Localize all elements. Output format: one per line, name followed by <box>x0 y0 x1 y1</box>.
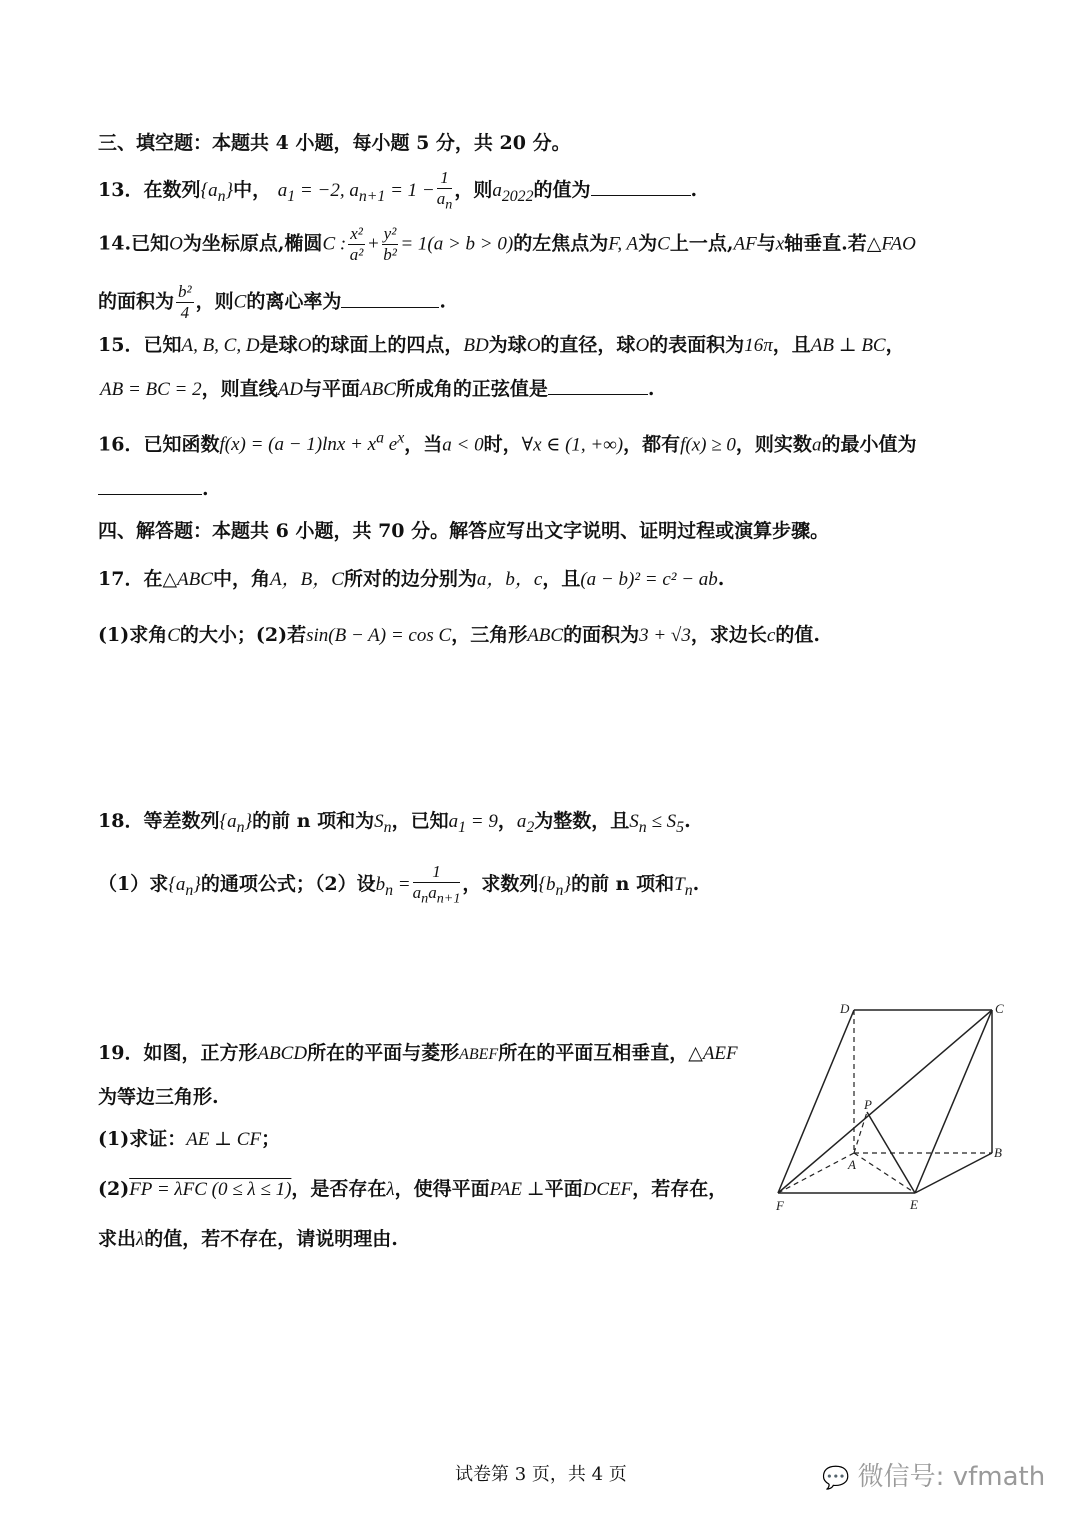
q19-l4-text-4: 平面 <box>544 1178 583 1200</box>
question-19-line-4 <box>98 1176 727 1203</box>
q19-PAE: PAE ⊥ <box>489 1179 545 1200</box>
q15-text-3: 的球面上的四点， <box>311 334 464 356</box>
q15-O1: O <box>297 335 312 356</box>
q18-text-2: 的前 n 项和为 <box>252 810 375 832</box>
q13-answer-blank[interactable] <box>591 177 691 196</box>
q18-number: 18． <box>98 810 144 832</box>
q17-l2-text-5: ，求边长 <box>690 624 767 646</box>
q17-l2-text-6: 的值. <box>775 624 820 646</box>
q18-text-4: ， <box>497 810 517 832</box>
edge-EB <box>915 1153 992 1193</box>
q19-DCEF: DCEF <box>582 1179 633 1200</box>
q17-number: 17． <box>98 568 144 590</box>
q14-text-5: 上一点, <box>669 232 734 255</box>
question-18-line-2 <box>98 862 699 908</box>
q15-perp: AB ⊥ BC <box>810 335 886 356</box>
q19-l5-text: 求出 <box>98 1228 137 1250</box>
q14-text-7: 轴垂直.若 <box>784 232 867 255</box>
q17-l2-text: (1)求角 <box>98 624 168 646</box>
q15-O3: O <box>635 335 650 356</box>
q13-text-3: ，则 <box>454 179 493 202</box>
q18-seq2: $\{a_n\}$ <box>168 874 201 899</box>
q17-text-2: 中，角 <box>212 568 270 590</box>
q16-text-3: 时， <box>483 433 522 456</box>
q14-FA: F, A <box>608 233 639 255</box>
q17-ABC: ABC <box>527 625 564 646</box>
q19-line-2: 为等边三角形. <box>98 1086 219 1108</box>
q16-text-4: ，都有 <box>623 433 681 456</box>
label-F: F <box>776 1198 784 1213</box>
q19-text-2: 所在的平面与菱形 <box>307 1042 460 1064</box>
q17-text-3: 所对的边分别为 <box>343 568 477 590</box>
edge-AE-hidden <box>854 1153 915 1193</box>
q14-l2-text: 的面积为 <box>98 290 175 313</box>
q17-text-4: ，且 <box>542 568 581 590</box>
question-13 <box>98 168 697 214</box>
q14-frac-y: $\frac{\text{y²}}{\text{b²}}$ <box>383 224 397 264</box>
q18-l2-end: . <box>692 873 700 896</box>
q15-text-7: ，且 <box>772 334 811 356</box>
q18-l2-text-2: 的通项公式；（2）设 <box>200 873 376 896</box>
q15-text-8: ， <box>885 334 905 356</box>
q18-Sn: $S_n$ <box>374 811 392 836</box>
q18-a1: $a_1 = 9$ <box>448 811 498 836</box>
q14-text: 已知 <box>131 232 170 255</box>
label-C: C <box>995 1001 1004 1016</box>
q14-frac-x: $\frac{\text{x²}}{\text{a²}}$ <box>349 224 364 264</box>
q14-text-3: 的左焦点为 <box>513 232 609 255</box>
q18-sequence: $\{a_n\}$ <box>219 811 253 836</box>
label-B: B <box>994 1145 1002 1160</box>
q16-a: a <box>811 434 822 456</box>
question-19 <box>98 1040 738 1068</box>
q17-text: 在 <box>143 568 163 590</box>
watermark-text: 微信号: vfmath <box>857 1462 1046 1492</box>
q15-area: 16π <box>744 335 773 356</box>
q17-l2-text-3: ，三角形 <box>451 624 528 646</box>
q14-AF: AF <box>733 233 757 255</box>
q15-l2-text-3: 所成角的正弦值是 <box>395 378 548 400</box>
q17-condition: sin(B − A) = cos C <box>306 625 452 646</box>
section3-header: 三、填空题：本题共 4 小题，每小题 5 分，共 20 分。 <box>98 132 571 154</box>
q15-O2: O <box>526 335 541 356</box>
watermark <box>822 1456 1045 1493</box>
q14-C3: C <box>233 291 247 313</box>
label-D: D <box>840 1001 850 1016</box>
q13-text-4: 的值为 <box>533 179 591 202</box>
q13-text-2: 中， <box>233 179 272 202</box>
q18-l2-text: （1）求 <box>98 873 169 896</box>
q19-lambda: λ <box>386 1179 395 1200</box>
q14-x: x <box>775 233 785 255</box>
q14-C: C : <box>322 233 347 255</box>
q14-frac-area: $\frac{\text{b²}}{4}$ <box>178 282 192 322</box>
edge-AF-hidden <box>778 1153 854 1193</box>
q19-number: 19． <box>98 1042 144 1064</box>
q14-l2-text-2: ，则 <box>195 290 234 313</box>
q13-fraction: $\frac{1}{a_n}$ <box>436 168 453 213</box>
page-footer: 试卷第 3 页，共 4 页 <box>455 1464 627 1485</box>
q14-l2-text-3: 的离心率为 <box>246 290 342 313</box>
q19-l4-text-5: ，若存在， <box>632 1178 728 1200</box>
q17-area: 3 + √3 <box>639 625 691 646</box>
edge-CE <box>915 1010 992 1193</box>
q15-l2-text-2: 与平面 <box>302 378 360 400</box>
question-17 <box>98 566 724 593</box>
q19-vector-condition: FP = λFC (0 ≤ λ ≤ 1) <box>129 1179 292 1200</box>
q14-C2: C <box>657 233 670 255</box>
q17-equation: (a − b)² = c² − ab <box>580 569 718 590</box>
question-16-line-2 <box>98 476 209 502</box>
q19-text: 如图，正方形 <box>143 1042 258 1064</box>
question-15-line-2 <box>100 376 655 403</box>
q16-text-5: ，则实数 <box>735 433 812 456</box>
q18-fraction: $\frac{1}{a_na_{n+1}}$ <box>412 862 461 907</box>
q15-answer-blank[interactable] <box>548 376 648 395</box>
q16-forall: ∀x ∈ (1, +∞) <box>521 434 624 456</box>
question-17-line-2 <box>98 622 820 649</box>
q16-end: . <box>202 478 209 500</box>
q17-l2-text-4: 的面积为 <box>563 624 640 646</box>
geometry-figure <box>770 995 1040 1220</box>
question-19-line-3 <box>98 1126 280 1153</box>
q18-Tn: $T_n$ <box>674 874 693 899</box>
q15-number: 15． <box>98 334 144 356</box>
q15-points: A, B, C, D <box>181 335 260 356</box>
q14-text-2: 为坐标原点,椭圆 <box>182 232 323 255</box>
q13-recurrence: $a_1 = -2$, $a_{n+1} = 1$ − <box>277 180 435 205</box>
q14-answer-blank[interactable] <box>341 289 439 308</box>
edge-DF <box>778 1010 854 1193</box>
wechat-icon: 💬 <box>822 1466 850 1491</box>
edge-AP-hidden <box>854 1112 867 1153</box>
q18-a2: $a_2$ <box>516 811 535 836</box>
q14-plus: + <box>366 233 380 255</box>
q13-end: . <box>690 179 698 202</box>
q17-sides: a，b，c <box>476 569 543 590</box>
q14-text-6: 与 <box>756 232 776 255</box>
label-P: P <box>864 1097 872 1112</box>
q16-condition: a < 0 <box>442 434 484 456</box>
q15-l2-text: ，则直线 <box>201 378 278 400</box>
q17-end: . <box>717 568 725 590</box>
label-A: A <box>848 1157 856 1172</box>
q18-seq3: $\{b_n\}$ <box>538 874 572 899</box>
q15-text: 已知 <box>143 334 182 356</box>
q14-end: . <box>439 290 446 313</box>
q15-text-4: 为球 <box>488 334 527 356</box>
q15-equal-sides: AB = BC = 2 <box>100 379 202 400</box>
q16-inequality: f(x) ≥ 0 <box>680 434 736 456</box>
q19-triangle: △AEF <box>688 1043 738 1064</box>
q14-triangle: △FAO <box>866 233 916 255</box>
edge-FC <box>778 1010 992 1193</box>
q19-ABCD: ABCD <box>257 1043 308 1064</box>
q17-l2-text-2: 的大小；(2)若 <box>179 624 307 646</box>
q14-O: O <box>169 233 183 255</box>
q19-l3-end: ； <box>261 1128 281 1150</box>
q15-AD: AD <box>277 379 303 400</box>
q18-text-3: ，已知 <box>391 810 449 832</box>
q19-l4-text-3: ，使得平面 <box>394 1178 490 1200</box>
q15-text-2: 是球 <box>259 334 298 356</box>
question-18 <box>98 808 691 841</box>
q19-lambda-2: λ <box>136 1229 145 1250</box>
q18-l2-text-3: ，求数列 <box>462 873 539 896</box>
q18-text-5: 为整数，且 <box>534 810 630 832</box>
q15-BD: BD <box>463 335 489 356</box>
q19-l4-text-2: ，是否存在 <box>291 1178 387 1200</box>
q18-end: . <box>684 810 691 832</box>
q14-eq: = 1(a > b > 0) <box>400 233 514 255</box>
q18-text: 等差数列 <box>143 810 220 832</box>
q16-text: 已知函数 <box>143 433 220 456</box>
q18-bn: $b_n$ = <box>375 874 411 899</box>
q16-answer-blank[interactable] <box>98 476 202 495</box>
q13-number: 13． <box>98 179 144 202</box>
q13-text: 在数列 <box>143 179 201 202</box>
q19-l5-text-2: 的值，若不存在，请说明理由. <box>144 1228 398 1250</box>
q16-function: $f(x) = (a - 1)\ln x + x^a$ $e^x$ <box>219 430 405 456</box>
q19-l4-text: (2) <box>98 1178 130 1200</box>
question-16 <box>98 426 916 458</box>
q19-ABEF: ABEF <box>459 1046 499 1063</box>
q19-perp: AE ⊥ CF <box>186 1129 262 1150</box>
q16-number: 16． <box>98 433 144 456</box>
q17-angles: A，B，C <box>269 569 344 590</box>
q16-text-6: 的最小值为 <box>821 433 917 456</box>
q15-text-6: 的表面积为 <box>649 334 745 356</box>
q15-text-5: 的直径，球 <box>540 334 636 356</box>
q15-ABC: ABC <box>360 379 396 400</box>
q17-triangle: △ABC <box>162 569 213 590</box>
section4-header: 四、解答题：本题共 6 小题，共 70 分。解答应写出文字说明、证明过程或演算步骤。 <box>98 520 830 542</box>
q13-target: $a_{2022}$ <box>492 180 534 205</box>
q14-number: 14. <box>98 232 132 255</box>
question-14-line-2 <box>98 282 446 323</box>
q13-sequence: $\{a_n\}$ <box>200 180 234 205</box>
q19-l3-text: (1)求证： <box>98 1128 187 1150</box>
label-E: E <box>910 1197 918 1212</box>
question-15 <box>98 332 905 359</box>
question-14 <box>98 224 916 265</box>
q18-l2-text-4: 的前 n 项和 <box>571 873 675 896</box>
question-19-line-5 <box>98 1226 398 1253</box>
q14-text-4: 为 <box>638 232 658 255</box>
q19-text-3: 所在的平面互相垂直， <box>498 1042 689 1064</box>
q18-inequality: $S_n \le S_5$ <box>629 811 685 836</box>
q16-text-2: ，当 <box>404 433 443 456</box>
q17-C: C <box>167 625 180 646</box>
q17-c: c <box>766 625 776 646</box>
q15-end: . <box>647 378 655 400</box>
